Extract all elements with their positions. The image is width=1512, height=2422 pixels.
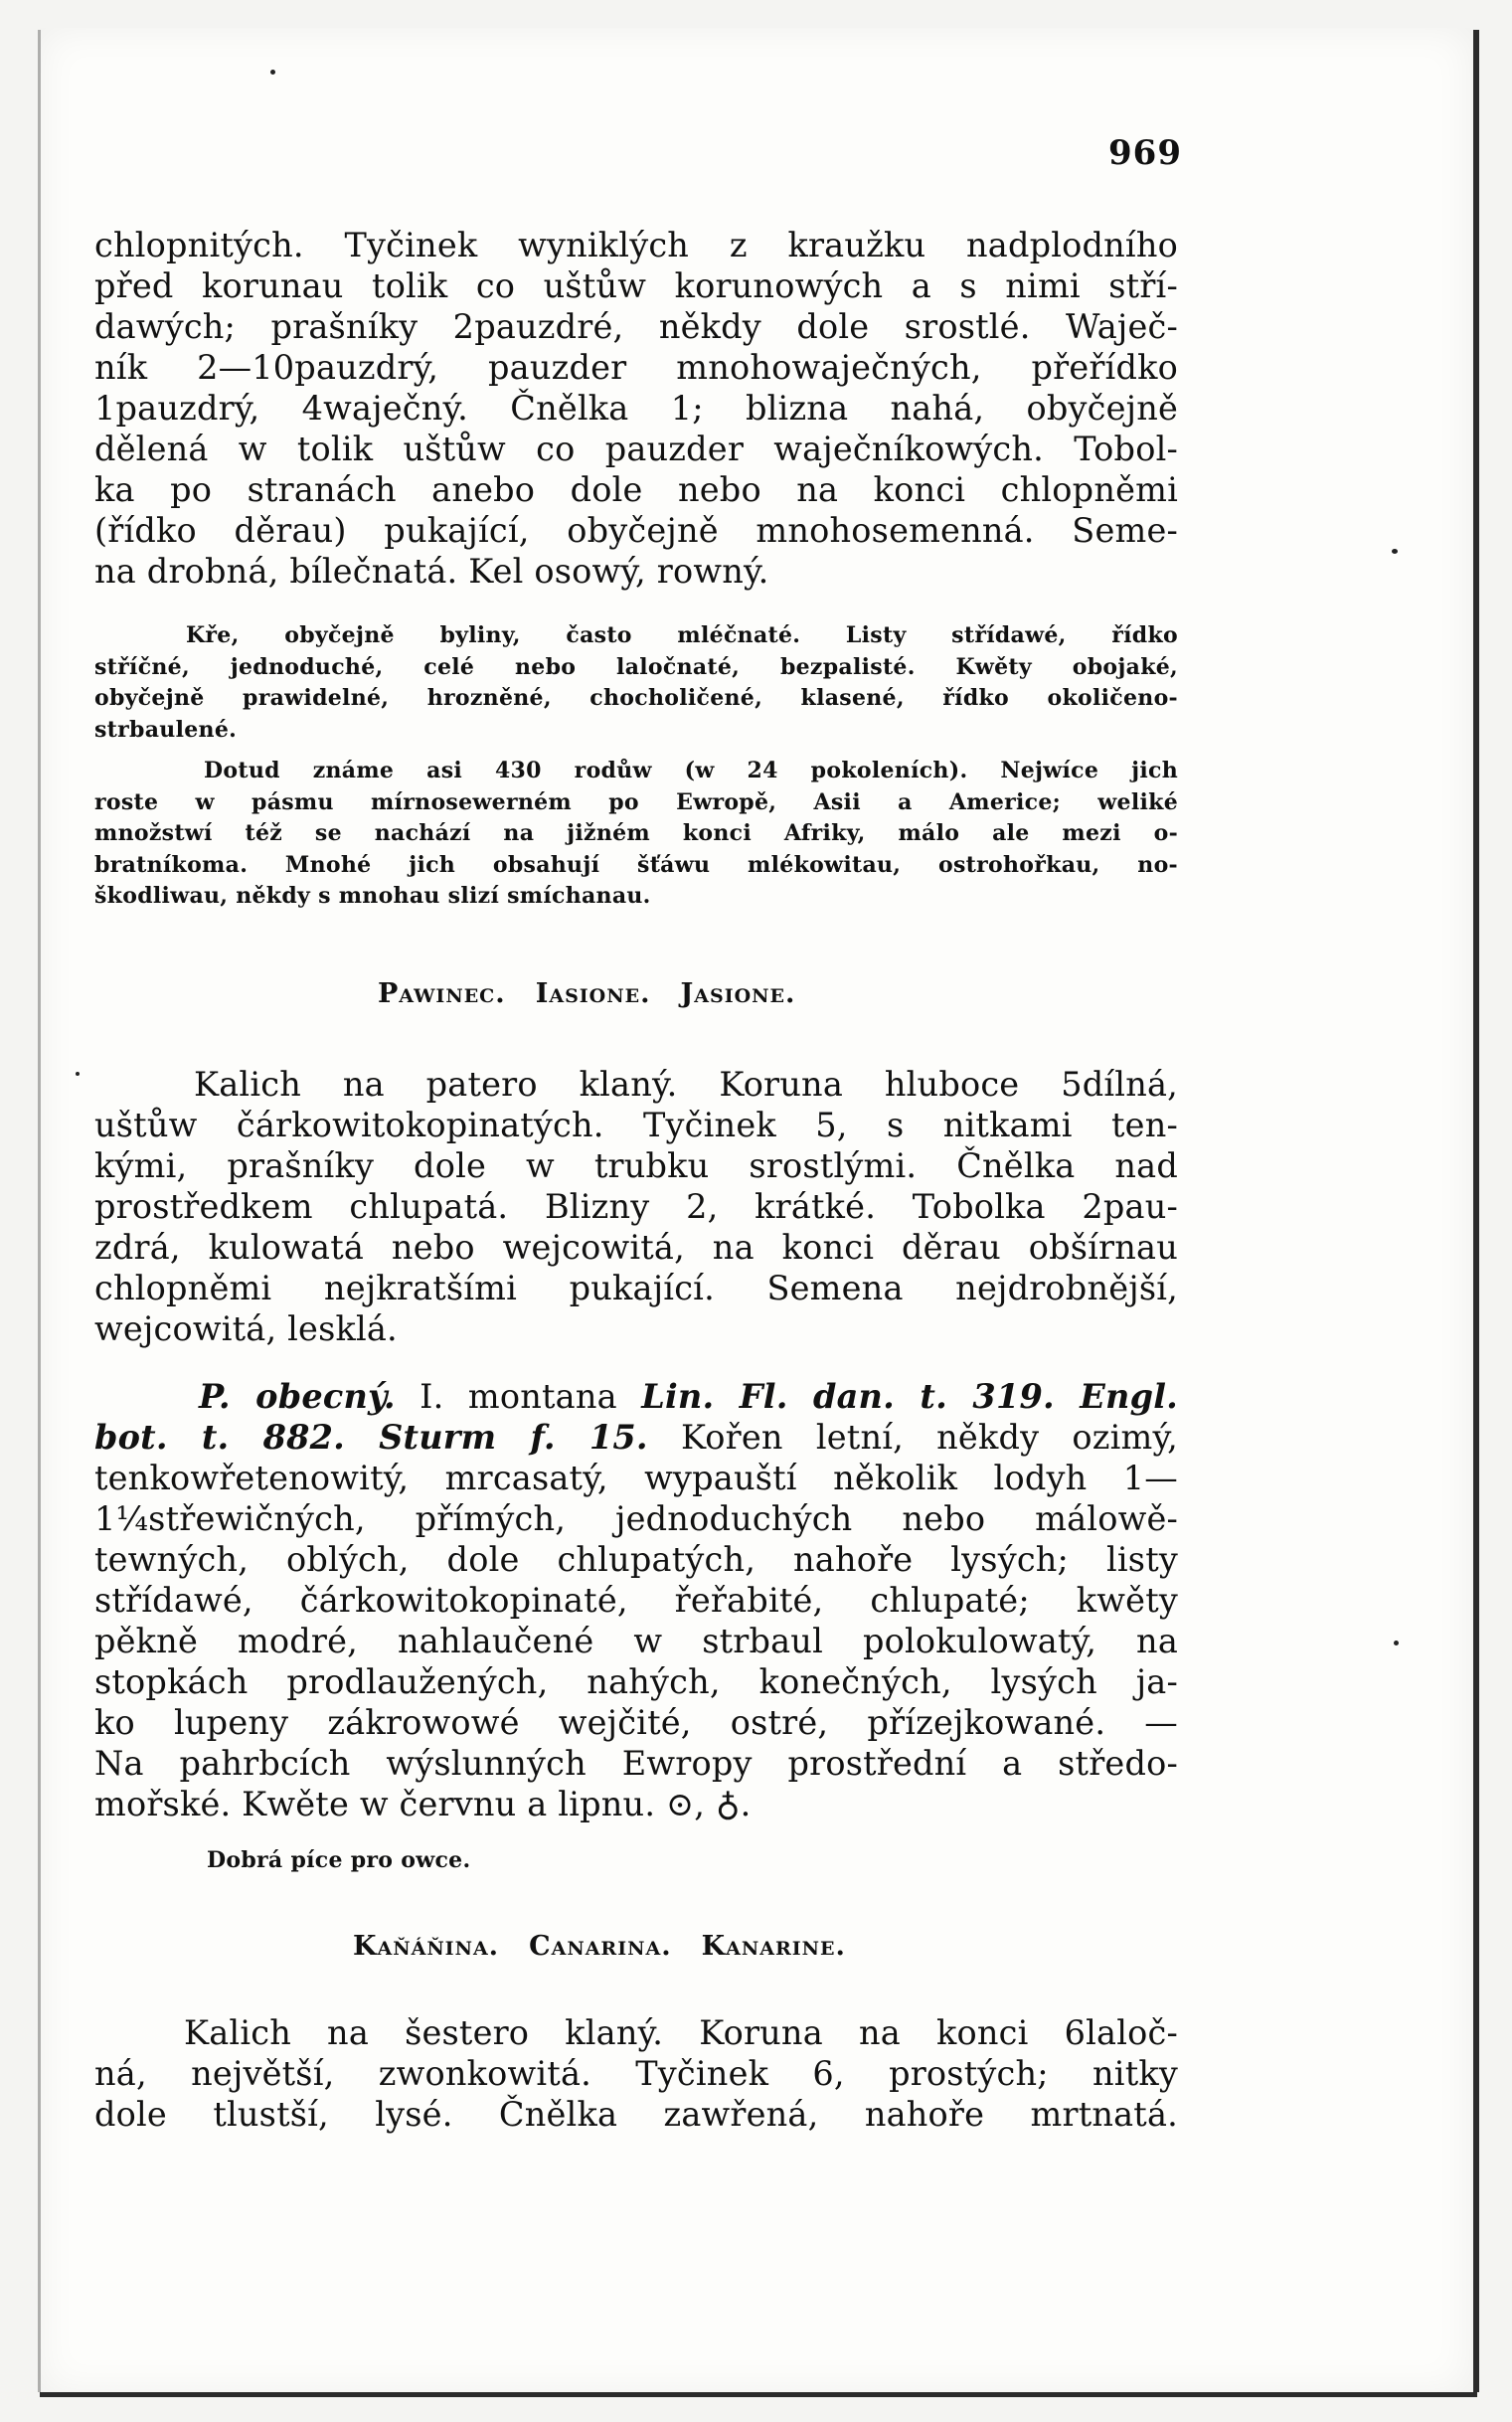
- paragraph-distribution: [94, 756, 1178, 913]
- text-line: dawých; prašníky 2pauzdré, někdy dole srostlé. Waječ-: [94, 307, 1178, 346]
- text-line: strbaulené.: [94, 716, 238, 743]
- text-line: množstwí též se nachází na jižném konci Afriky, málo ale mezi o-: [94, 820, 1178, 846]
- page-edge-bottom: [40, 2392, 1477, 2397]
- scan-speck: [76, 1072, 80, 1076]
- species-title-line: [94, 1376, 1178, 1417]
- text-fragment: Kořen letní, někdy ozimý,: [680, 1418, 1178, 1457]
- text-line: obyčejně prawidelné, hrozněné, chocholičené, klasené, řídko okoličeno-: [94, 685, 1178, 711]
- text-line: Kře, obyčejně byliny, často mléčnaté. Listy střídawé, řídko: [186, 622, 1178, 648]
- text-line: 1pauzdrý, 4waječný. Čnělka 1; blizna nahá, obyčejně: [94, 389, 1178, 428]
- text-line: Dotud známe asi 430 rodůw (w 24 pokoleních). Nejwíce jich: [204, 758, 1178, 783]
- paragraph-family-description: [94, 225, 1178, 592]
- text-line: 1¼střewičných, přímých, jednoduchých nebo málowě-: [94, 1499, 1178, 1538]
- text-line: střídawé, čárkowitokopinaté, řeřabité, chlupaté; kwěty: [94, 1581, 1178, 1620]
- genus-name-latin: Iasione.: [535, 978, 651, 1009]
- text-line: ník 2—10pauzdrý, pauzder mnohowaječných, přeřídko: [94, 348, 1178, 387]
- paragraph-canarina-description: [94, 2012, 1178, 2135]
- scan-speck: [1392, 549, 1398, 554]
- text-line: škodliwau, někdy s mnohau slizí smíchanau.: [94, 883, 651, 909]
- text-line: na drobná, bílečnatá. Kel osowý, rowný.: [94, 552, 769, 591]
- text-line: dělená w tolik uštůw co pauzder waječníkowých. Tobol-: [94, 430, 1178, 468]
- paragraph-habit: [94, 620, 1178, 746]
- genus-name-czech: Kaňáňina.: [353, 1931, 500, 1962]
- note-fodder: [94, 1845, 1178, 1877]
- genus-name-german: Kanarine.: [701, 1931, 846, 1962]
- text-line: zdrá, kulowatá nebo wejcowitá, na konci děrau obšírnau: [94, 1228, 1178, 1267]
- text-line: Dobrá píce pro owce.: [207, 1847, 471, 1873]
- scan-speck: [1394, 1641, 1399, 1645]
- text-line: mořské. Kwěte w červnu a lipnu. ⊙, ♁.: [94, 1785, 752, 1823]
- text-line: kými, prašníky dole w trubku srostlými. Čnělka nad: [94, 1146, 1178, 1185]
- text-line: Na pahrbcích wýslunných Ewropy prostřední a středo-: [94, 1744, 1178, 1783]
- species-reference-line: [94, 1417, 1178, 1458]
- species-entry: [94, 1376, 1178, 1458]
- species-name: P. obecný.: [199, 1377, 396, 1416]
- text-line: chlopněmi nejkratšími pukající. Semena nejdrobnější,: [94, 1269, 1178, 1307]
- text-line: tewných, oblých, dole chlupatých, nahoře lysých; listy: [94, 1540, 1178, 1579]
- scan-speck: [270, 70, 275, 75]
- text-line: ko lupeny zákrowowé wejčité, ostré, přízejkowané. —: [94, 1703, 1178, 1742]
- paragraph-species-description: [94, 1458, 1178, 1824]
- paragraph-genus-description: [94, 1064, 1178, 1349]
- text-line: uštůw čárkowitokopinatých. Tyčinek 5, s nitkami ten-: [94, 1106, 1178, 1144]
- text-line: tenkowřetenowitý, mrcasatý, wypauští několik lodyh 1—: [94, 1459, 1178, 1497]
- page-edge-left: [38, 30, 41, 2392]
- text-line: stopkách prodlaužených, nahých, konečných, lysých ja-: [94, 1662, 1178, 1701]
- genus-name-czech: Pawinec.: [378, 978, 506, 1009]
- text-line: roste w pásmu mírnosewerném po Ewropě, Asii a Americe; weliké: [94, 788, 1178, 815]
- text-line: chlopnitých. Tyčinek wyniklých z kraužku nadplodního: [94, 226, 1178, 264]
- genus-heading-pawinec: [378, 978, 795, 1009]
- text-line: prostředkem chlupatá. Blizny 2, krátké. Tobolka 2pau-: [94, 1187, 1178, 1226]
- species-reference-cont: bot. t. 882. Sturm f. 15.: [94, 1418, 648, 1457]
- genus-name-german: Jasione.: [680, 978, 796, 1009]
- text-line: Kalich na patero klaný. Koruna hluboce 5dílná,: [194, 1065, 1178, 1104]
- text-line: ka po stranách anebo dole nebo na konci chlopněmi: [94, 470, 1178, 509]
- species-reference: Lin. Fl. dan. t. 319. Engl.: [641, 1377, 1178, 1416]
- text-line: dole tlustší, lysé. Čnělka zawřená, nahoře mrtnatá.: [94, 2095, 1178, 2134]
- text-line: wejcowitá, lesklá.: [94, 1309, 398, 1348]
- text-line: (řídko děrau) pukající, obyčejně mnohosemenná. Seme-: [94, 511, 1178, 550]
- text-line: před korunau tolik co uštůw korunowých a s nimi stří-: [94, 266, 1178, 305]
- page-edge-right: [1473, 30, 1479, 2392]
- text-line: Kalich na šestero klaný. Koruna na konci 6laloč-: [184, 2013, 1178, 2052]
- page-number: 969: [1108, 133, 1182, 173]
- species-latin-name: I. montana: [420, 1377, 617, 1416]
- text-line: bratníkoma. Mnohé jich obsahují šťáwu mlékowitau, ostrohořkau, no-: [94, 851, 1178, 878]
- text-line: ná, největší, zwonkowitá. Tyčinek 6, prostých; nitky: [94, 2054, 1178, 2093]
- text-line: stříčné, jednoduché, celé nebo laločnaté, bezpalisté. Kwěty obojaké,: [94, 653, 1178, 680]
- genus-heading-kanarina: [353, 1931, 846, 1962]
- genus-name-latin: Canarina.: [529, 1931, 672, 1962]
- text-line: pěkně modré, nahlaučené w strbaul polokulowatý, na: [94, 1622, 1178, 1660]
